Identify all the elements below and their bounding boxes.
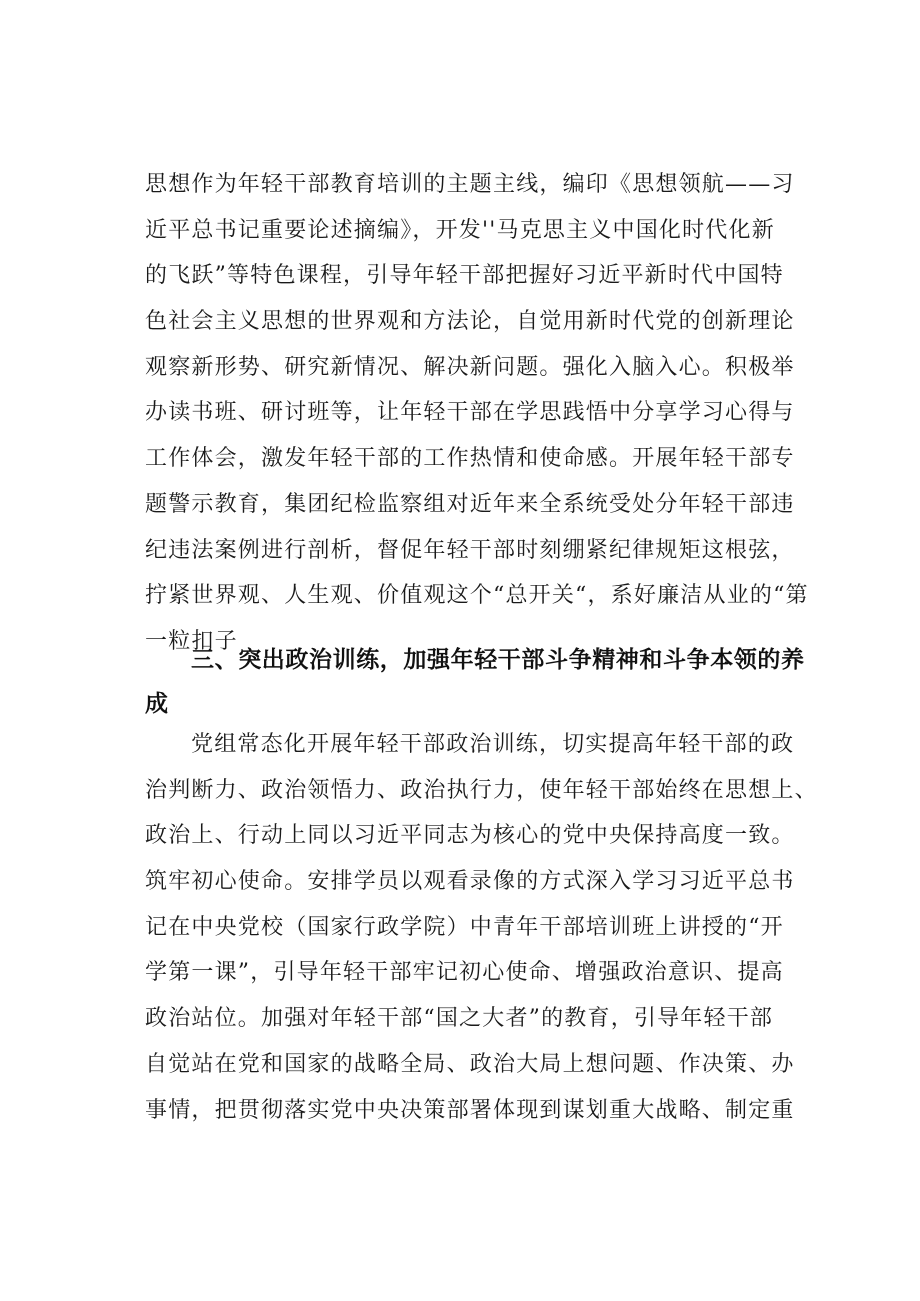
- text-line: 治判断力、政治领悟力、政治执行力，使年轻干部始终在思想上、: [145, 777, 818, 803]
- section-heading: [145, 638, 805, 726]
- text-line: 色社会主义思想的世界观和方法论，自觉用新时代党的创新理论: [145, 309, 795, 335]
- text-line: 近平总书记重要论述摘编》，开发''马克思主义中国化时代化新: [145, 217, 775, 243]
- text-line: 观察新形势、研究新情况、解决新问题。强化入脑入心。积极举: [145, 354, 795, 380]
- text-line: 办读书班、研讨班等，让年轻干部在学思践悟中分享学习心得与: [145, 400, 795, 426]
- text-line: 事情，把贯彻落实党中央决策部署体现到谋划重大战略、制定重: [145, 1097, 795, 1123]
- heading-line: 成: [145, 691, 169, 717]
- text-line: 一粒扣子: [145, 628, 238, 654]
- text-line: 政治上、行动上同以习近平同志为核心的党中央保持高度一致。: [145, 823, 795, 849]
- text-line: 党组常态化开展年轻干部政治训练，切实提高年轻干部的政: [191, 732, 795, 757]
- text-line: 工作体会，激发年轻干部的工作热情和使命感。开展年轻干部专: [145, 446, 795, 472]
- text-line: 题警示教育，集团纪检监察组对近年来全系统受处分年轻干部违: [145, 491, 795, 517]
- text-line: 思想作为年轻干部教育培训的主题主线，编印《思想领航——习: [145, 172, 795, 197]
- text-line: 学第一课”，引导年轻干部牢记初心使命、增强政治意识、提高: [145, 960, 784, 986]
- paragraph-ideology-training: [145, 162, 809, 665]
- text-line: 政治站位。加强对年轻干部“国之大者”的教育，引导年轻干部: [145, 1006, 774, 1032]
- text-line: 筑牢初心使命。安排学员以观看录像的方式深入学习习近平总书: [145, 869, 795, 895]
- heading-line: 三、突出政治训练，加强年轻干部斗争精神和斗争本领的养: [191, 647, 805, 673]
- text-line: 记在中央党校（国家行政学院）中青年干部培训班上讲授的“开: [145, 914, 784, 940]
- text-line: 自觉站在党和国家的战略全局、政治大局上想问题、作决策、办: [145, 1051, 795, 1077]
- paragraph-political-training: [145, 722, 818, 1133]
- text-line: 纪违法案例进行剖析，督促年轻干部时刻绷紧纪律规矩这根弦，: [145, 537, 795, 563]
- text-line: 拧紧世界观、人生观、价值观这个“总开关“，系好廉洁从业的“第: [145, 583, 809, 609]
- text-line: 的飞跃”等特色课程，引导年轻干部把握好习近平新时代中国特: [145, 263, 784, 289]
